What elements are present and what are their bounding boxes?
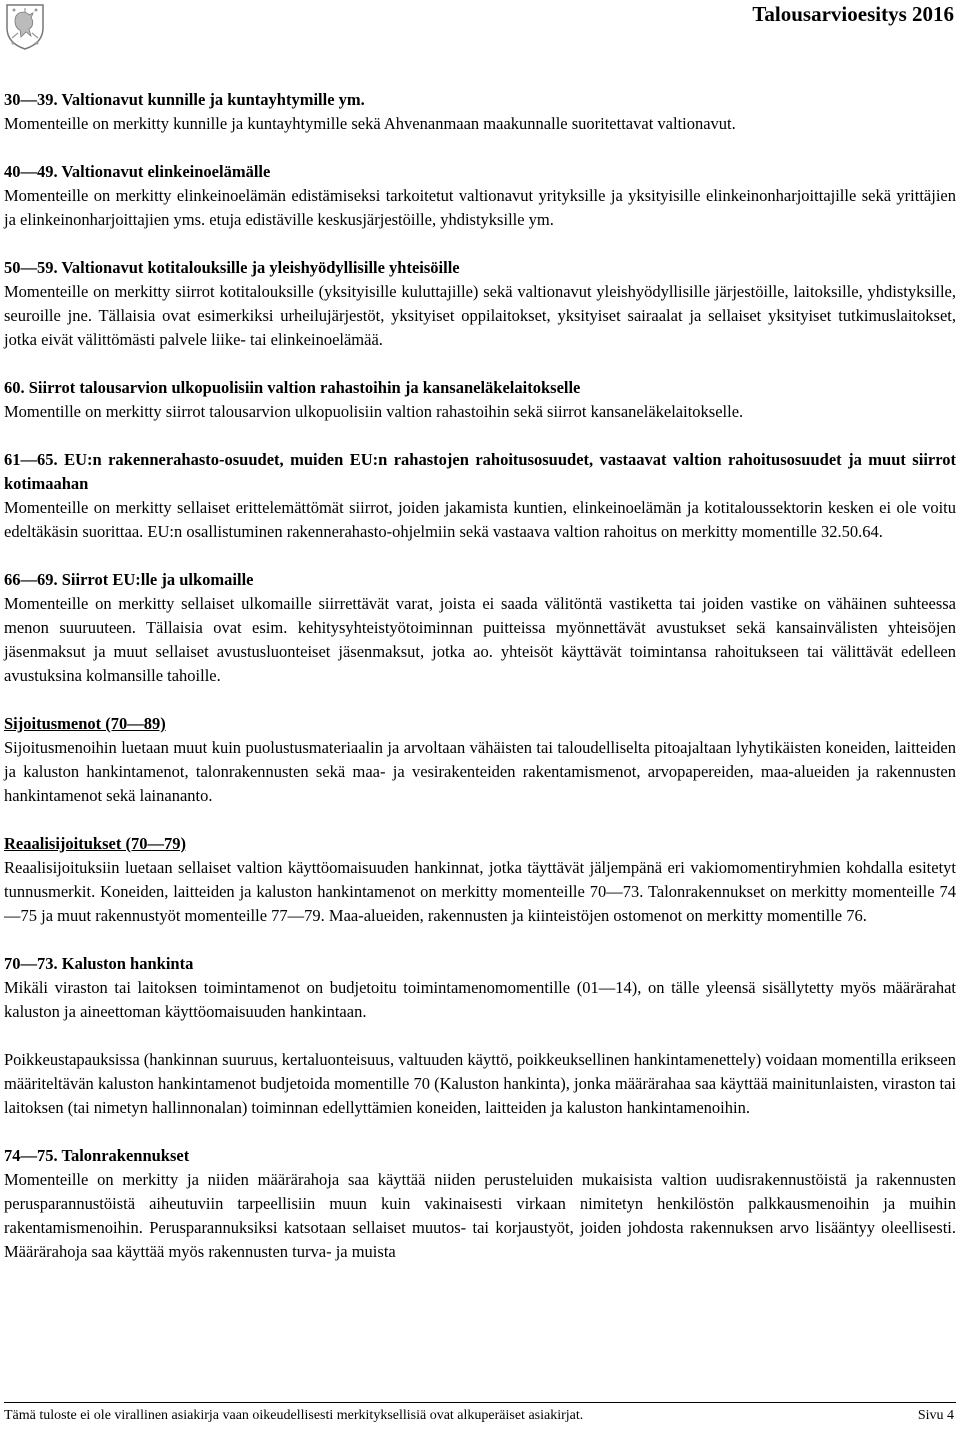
section-text: Poikkeustapauksissa (hankinnan suuruus, kertaluonteisuus, valtuuden käyttö, poikkeuksellinen hankintamenettely) voidaan momentilla erikseen määriteltävän kaluston hankintamenot budjetoida momentille 70 (Kaluston hankinta), jonka määrärahaa saa käyttää mainitunlaisten, viraston tai laitoksen (tai nimetyn hallinnonalan) toiminnan edellyttämien koneiden, laitteiden ja kaluston hankintamenoihin. [4,1050,956,1117]
section-heading: 70—73. Kaluston hankinta [4,954,194,973]
section [4,256,956,352]
section-heading: 74—75. Talonrakennukset [4,1146,190,1165]
section-text: Reaalisijoituksiin luetaan sellaiset valtion käyttöomaisuuden hankinnat, jotka täyttävät jäljempänä eri vakiomomentiryhmien kohdalla esitetyt tunnusmerkit. Koneiden, laitteiden ja kaluston hankintamenot on merkitty momenteille 70—73. Talonrakennukset on merkitty momenteille 74—75 ja muut rakennustyöt momenteille 77—79. Maa-alueiden, rakennusten ja kiinteistöjen ostomenot on merkitty momentille 76. [4,858,956,925]
section-heading: 60. Siirrot talousarvion ulkopuolisiin valtion rahastoihin ja kansaneläkelaitokselle [4,378,581,397]
section [4,160,956,232]
section [4,1144,956,1264]
section [4,376,956,424]
section-text: Momenteille on merkitty siirrot kotitalouksille (yksityisille kuluttajille) sekä valtionavut yleishyödyllisille järjestöille, laitoksille, yhdistyksille, seuroille jne. Tällaisia ovat esimerkiksi urheilujärjestöt, yksityiset oppilaitokset, yksityiset sairaalat ja sellaiset yksityiset tutkimuslaitokset, jotka eivät välittömästi palvele liike- tai elinkeinoelämää. [4,282,956,349]
section-heading: 30—39. Valtionavut kunnille ja kuntayhtymille ym. [4,90,365,109]
section-text: Momentille on merkitty siirrot talousarvion ulkopuolisiin valtion rahastoihin sekä siirrot kansaneläkelaitokselle. [4,402,744,421]
document-title: Talousarvioesitys 2016 [752,2,954,26]
footer-divider [4,1402,956,1403]
section [4,952,956,1024]
section-text: Momenteille on merkitty sellaiset ulkomaille siirrettävät varat, joista ei saada välitöntä vastiketta tai joiden vastike on vähäinen suhteessa menon suuruuteen. Tällaisia ovat esim. kehitysyhteistyötoiminnan puitteissa myönnettävät avustukset sekä kansainvälisten yhteisöjen jäsenmaksut ja muut sellaiset avustusluonteiset jäsenmaksut, jotka ao. yhteisöt käyttävät toimintansa rahoitukseen tai välittävät edelleen avustuksina kolmansille tahoille. [4,594,956,685]
section-text: Momenteille on merkitty ja niiden määrärahoja saa käyttää niiden perusteluiden mukaisista valtion uudisrakennustöistä ja rakennusten perusparannustöistä aiheutuviin tarpeellisiin muun kuin vakinaisesti virkaan nimitetyn henkilöstön palkkausmenoihin ja muihin rakentamismenoihin. Perusparannuksiksi katsotaan sellaiset muutos- tai korjaustyöt, joiden johdosta rakennuksen arvo lisääntyy oleellisesti. Määrärahoja saa käyttää myös rakennusten turva- ja muista [4,1170,956,1261]
section-heading: Reaalisijoitukset (70—79) [4,834,186,853]
page-number: Sivu 4 [917,1408,954,1423]
section-heading: 50—59. Valtionavut kotitalouksille ja yleishyödyllisille yhteisöille [4,258,460,277]
section-heading: 40—49. Valtionavut elinkeinoelämälle [4,162,271,181]
section [4,88,956,136]
section-heading: Sijoitusmenot (70—89) [4,714,166,733]
section-heading: 66—69. Siirrot EU:lle ja ulkomaille [4,570,254,589]
section-heading: 61—65. EU:n rakennerahasto-osuudet, muiden EU:n rahastojen rahoitusosuudet, vastaavat valtion rahoitusosuudet ja muut siirrot kotimaahan [4,450,956,493]
section-text: Momenteille on merkitty kunnille ja kuntayhtymille sekä Ahvenanmaan maakunnalle suoritettavat valtionavut. [4,114,736,133]
section-text: Momenteille on merkitty elinkeinoelämän edistämiseksi tarkoitetut valtionavut yrityksille ja yksityisille elinkeinonharjoittajille sekä yrittäjien ja elinkeinonharjoittajien yms. etuja edistäville keskusjärjestöille, yhdistyksille ym. [4,186,956,229]
document-body [4,88,956,1288]
section [4,568,956,688]
section [4,712,956,808]
section [4,448,956,544]
section-text: Mikäli viraston tai laitoksen toimintamenot on budjetoitu toimintamenomomentille (01—14), on tälle yleensä sisällytetty myös määrärahat kaluston ja aineettoman käyttöomaisuuden hankintaan. [4,978,956,1021]
section-text: Momenteille on merkitty sellaiset erittelemättömät siirrot, joiden jakamista kuntien, elinkeinoelämän ja kotitaloussektorin kesken ei ole voitu edeltäkäsin suorittaa. EU:n osallistuminen rakennerahasto-ohjelmiin sekä vastaava valtion rahoitus on merkitty momentille 32.50.64. [4,498,956,541]
coat-of-arms-logo [4,2,46,50]
section-text: Sijoitusmenoihin luetaan muut kuin puolustusmateriaalin ja arvoltaan vähäisten tai taloudelliselta pitoajaltaan lyhytikäisten koneiden, laitteiden ja kaluston hankintamenot, talonrakennusten sekä maa- ja vesirakenteiden rakentamismenot, arvopapereiden, maa-alueiden ja rakennusten hankintamenot sekä lainananto. [4,738,956,805]
section [4,1048,956,1120]
footer-disclaimer: Tämä tuloste ei ole virallinen asiakirja vaan oikeudellisesti merkityksellisiä ovat alkuperäiset asiakirjat. [4,1408,584,1423]
section [4,832,956,928]
